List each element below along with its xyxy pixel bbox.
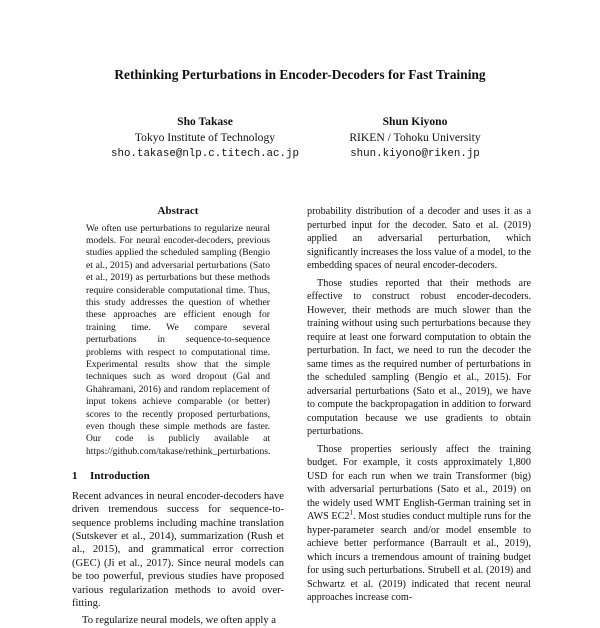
author-email: shun.kiyono@riken.jp: [350, 148, 480, 160]
section-heading-introduction: [72, 470, 284, 484]
author-block-1: [90, 114, 320, 162]
body-paragraph-2: Those studies reported that their methods are effective to construct robust encoder-decoders. However, their methods are much slower than the training without using such perturbations because they require at least one forward computation to obtain the perturbation. In fact, we need to run the decoder the same times as the required number of perturbations in the scheduled sampling (Bengio et al., 2015). For adversarial perturbations (Sato et al., 2019), we have to compute the backpropagation in addition to forward computation because we use gradients to obtain perturbations.: [307, 277, 531, 437]
abstract-body: We often use perturbations to regularize neural models. For neural encoder-decoders, previous studies applied the scheduled sampling (Bengio et al., 2015) and adversarial perturbations (Sato et al., 2019) as perturbations but these methods require considerable computational time. Thus, this study addresses the question of whether these approaches are efficient enough for training time. We compare several perturbations in sequence-to-sequence problems with respect to computational time. Experimental results show that the simple techniques such as word dropout (Gal and Ghahramani, 2016) and random replacement of input tokens achieve comparable (or better) scores to the recently proposed perturbations, even though these simple methods are faster. Our code is publicly available at https://github.com/takase/rethink_perturbations.: [86, 222, 271, 457]
author-name: Shun Kiyono: [382, 115, 448, 128]
author-affiliation: Tokyo Institute of Technology: [134, 131, 276, 144]
paper-title: Rethinking Perturbations in Encoder-Decoders for Fast Training: [114, 67, 486, 82]
section-number: 1: [72, 470, 78, 483]
author-affiliation: RIKEN / Tohoku University: [349, 131, 481, 144]
intro-paragraph-2: To regularize neural models, we often apply a: [82, 615, 276, 627]
body-paragraph-3-part-a: Those properties seriously affect the training budget. For example, it costs approximately 1,800 USD for each run when we train Transformer (big) with adversarial perturbations (Sato et al., 2019) on the widely used WMT English-German training set in AWS EC2: [307, 443, 531, 522]
abstract-heading: Abstract: [157, 205, 199, 217]
introduction-text: [72, 490, 284, 628]
body-paragraph-3-part-b: . Most studies conduct multiple runs for the hyper-parameter search and/or model ensemble to achieve better performance (Barrault et al., 2019), which incurs a tremendous amount of training budget for using such perturbations. Strubell et al. (2019) and Schwartz et al. (2019) indicated that recent neural approaches increase com-: [307, 511, 531, 603]
author-name: Sho Takase: [177, 115, 233, 128]
footnote-mark: 1: [349, 508, 354, 517]
intro-paragraph-1: Recent advances in neural encoder-decoders have driven tremendous success for sequence-to-sequence problems including machine translation (Sutskever et al., 2014), summarization (Rush et al., 2015), and grammatical error correction (GEC) (Ji et al., 2017). Since neural models can be too powerful, previous studies have proposed various regularization methods to avoid over-fitting.: [72, 490, 284, 609]
section-title: Introduction: [90, 470, 150, 483]
left-column: [72, 205, 284, 628]
body-paragraph-1: probability distribution of a decoder and uses it as a perturbed input for the decoder. Sato et al. (2019) applied an adversarial perturbation, which significantly increases the loss value of a model, to the embedding spaces of neural encoder-decoders.: [307, 206, 531, 271]
author-email: sho.takase@nlp.c.titech.ac.jp: [111, 148, 299, 160]
body-paragraph-3: [307, 443, 531, 605]
author-block-2: [300, 114, 530, 162]
right-column: [307, 205, 531, 605]
